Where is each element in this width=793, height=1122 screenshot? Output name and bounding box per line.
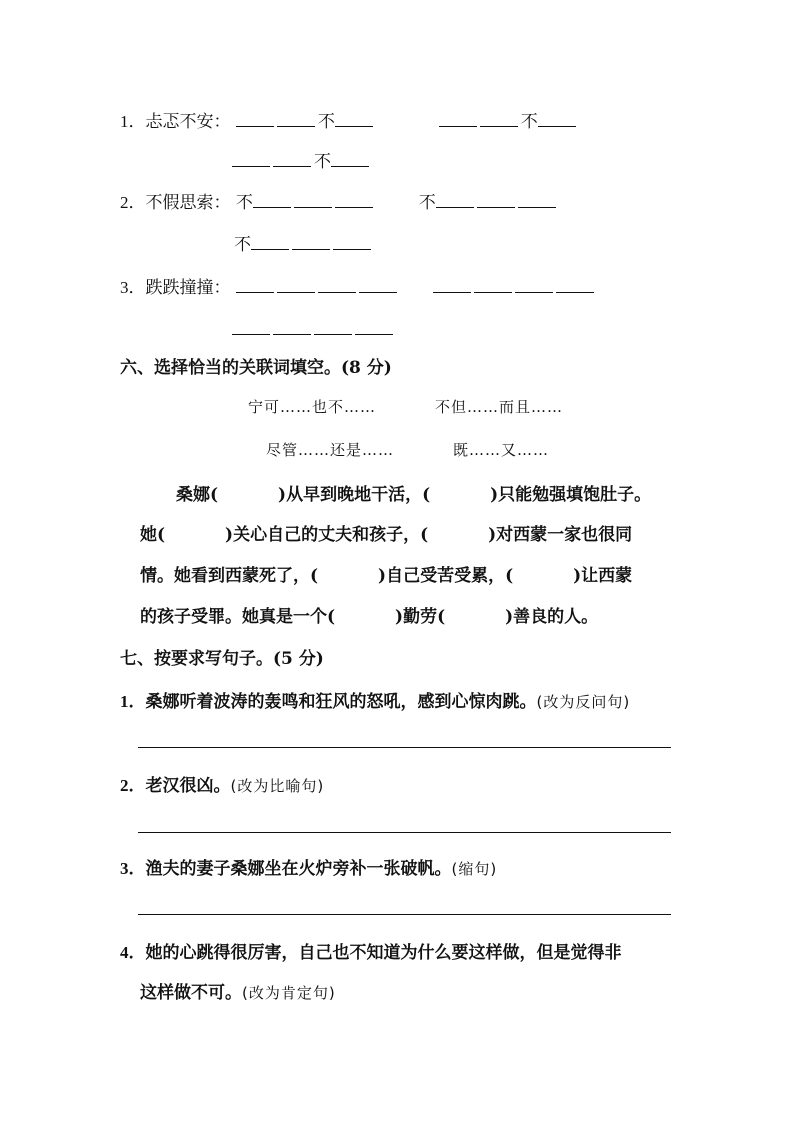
q3-blank-5[interactable]: [433, 278, 471, 293]
s7-item-1: 1．桑娜听着波涛的轰鸣和狂风的怒吼，感到心惊肉跳。(改为反问句): [120, 692, 631, 712]
option-ningke: 宁可……也不……: [248, 398, 377, 416]
q2-blank-6[interactable]: [518, 193, 556, 208]
q3-blank-7[interactable]: [515, 278, 553, 293]
q3-blank-10[interactable]: [273, 320, 311, 335]
q2-blank-7[interactable]: [251, 235, 289, 250]
q3-blank-1[interactable]: [236, 278, 274, 293]
passage-line-2: 她( )关心自己的丈夫和孩子，( )对西蒙一家也很同: [140, 525, 633, 545]
q1-char-1: 不: [317, 112, 335, 132]
s7-item-4: 4．她的心跳得很厉害，自己也不知道为什么要这样做，但是觉得非: [120, 943, 622, 963]
q1-blank-3[interactable]: [335, 112, 373, 127]
q1-blank-9[interactable]: [331, 152, 369, 167]
q3-number: 3．: [120, 278, 146, 297]
q1-term: 忐忑不安：: [145, 112, 231, 132]
passage-line-1: 桑娜( )从早到晚地干活，( )只能勉强填饱肚子。: [176, 485, 652, 505]
q1-char-3: 不: [314, 152, 331, 172]
q2-row2: [234, 235, 374, 254]
q1-row2: [232, 152, 372, 171]
option-budan: 不但……而且……: [435, 398, 564, 416]
q1-char-2: 不: [520, 112, 538, 132]
passage-line-4: 的孩子受罪。她真是一个( )勤劳( )善良的人。: [140, 607, 599, 627]
q2-blank-5[interactable]: [477, 193, 515, 208]
s7-item-3: 3．渔夫的妻子桑娜坐在火炉旁补一张破帆。(缩句): [120, 859, 498, 879]
q2-term: 不假思索：: [145, 193, 231, 213]
q3-blank-6[interactable]: [474, 278, 512, 293]
q2-blank-9[interactable]: [333, 235, 371, 250]
q2-blank-8[interactable]: [292, 235, 330, 250]
q3-blank-9[interactable]: [232, 320, 270, 335]
q3-blank-12[interactable]: [355, 320, 393, 335]
section7-heading: 七、按要求写句子。(5 分): [120, 649, 324, 669]
s7-answer-line-2[interactable]: [138, 832, 671, 833]
q3-blank-4[interactable]: [359, 278, 397, 293]
q1-blank-8[interactable]: [273, 152, 311, 167]
passage-line-3: 情。她看到西蒙死了，( )自己受苦受累，( )让西蒙: [140, 566, 633, 586]
q3-row2: [232, 320, 396, 339]
option-jinguan: 尽管……还是……: [266, 441, 395, 459]
q1-blank-4[interactable]: [439, 112, 477, 127]
q3-blank-8[interactable]: [556, 278, 594, 293]
q3-blank-3[interactable]: [318, 278, 356, 293]
q1-blank-7[interactable]: [232, 152, 270, 167]
q2-row1: [120, 193, 559, 212]
q2-blank-1[interactable]: [253, 193, 291, 208]
section6-heading: 六、选择恰当的关联词填空。(8 分): [120, 358, 392, 378]
q1-blank-5[interactable]: [480, 112, 518, 127]
s7-item-4-cont: 这样做不可。(改为肯定句): [140, 983, 336, 1003]
q3-term: 跌跌撞撞：: [145, 278, 231, 298]
s7-answer-line-1[interactable]: [138, 747, 671, 748]
q2-char-2: 不: [418, 193, 436, 213]
q2-blank-2[interactable]: [294, 193, 332, 208]
q1-row1: [120, 112, 579, 131]
q1-blank-2[interactable]: [277, 112, 315, 127]
option-ji: 既……又……: [453, 441, 550, 459]
q1-number: 1．: [120, 112, 146, 131]
q2-blank-3[interactable]: [335, 193, 373, 208]
q1-blank-6[interactable]: [538, 112, 576, 127]
q1-blank-1[interactable]: [236, 112, 274, 127]
q2-char-1: 不: [235, 193, 253, 213]
s7-answer-line-3[interactable]: [138, 914, 671, 915]
s7-item-2: 2．老汉很凶。(改为比喻句): [120, 776, 325, 796]
q2-number: 2．: [120, 193, 146, 212]
q3-row1: [120, 278, 597, 297]
q3-blank-2[interactable]: [277, 278, 315, 293]
q3-blank-11[interactable]: [314, 320, 352, 335]
q2-blank-4[interactable]: [436, 193, 474, 208]
q2-char-3: 不: [234, 235, 251, 255]
